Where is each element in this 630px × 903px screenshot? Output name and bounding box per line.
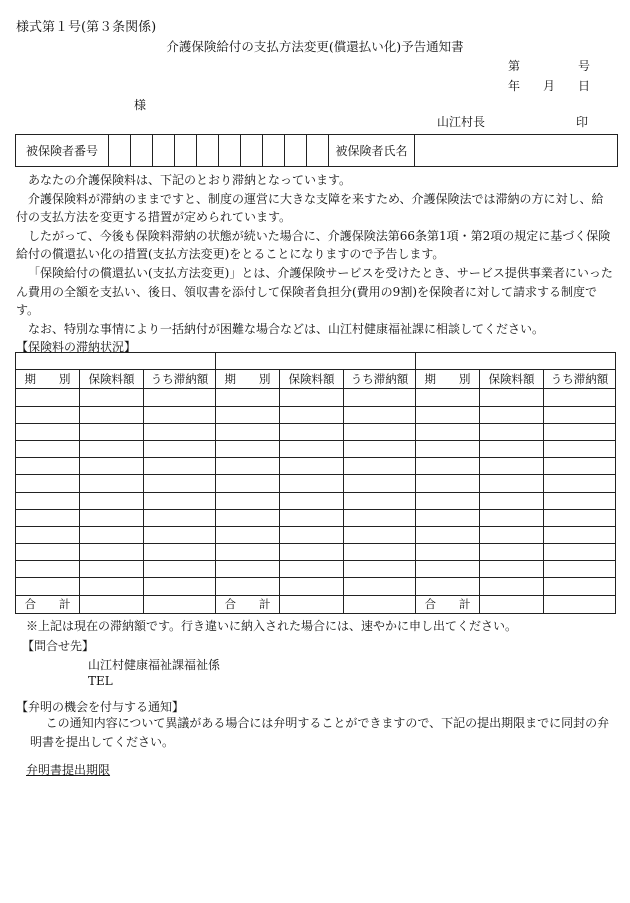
delinquency-cell[interactable] [416, 389, 480, 406]
delinquency-cell[interactable] [344, 440, 416, 457]
delinquency-cell[interactable] [480, 458, 544, 475]
delinquency-cell[interactable] [144, 389, 216, 406]
period-header: 期 別 [16, 370, 80, 389]
delinquency-cell[interactable] [416, 526, 480, 543]
delinquency-cell[interactable] [280, 389, 344, 406]
insured-number-digit[interactable] [285, 135, 307, 167]
current-amount-note: ※上記は現在の滞納額です。行き違いに納入された場合には、速やかに申し出てください。 [26, 619, 518, 633]
inquiry-section-label: 【問合せ先】 [22, 639, 95, 653]
delinquency-cell[interactable] [280, 561, 344, 578]
delinquency-cell[interactable] [280, 526, 344, 543]
delinquency-cell[interactable] [344, 423, 416, 440]
delinquency-cell[interactable] [344, 544, 416, 561]
delinquency-cell[interactable] [544, 475, 616, 492]
notice-body [16, 171, 614, 338]
insured-number-digit[interactable] [109, 135, 131, 167]
delinquency-cell[interactable] [280, 578, 344, 595]
document-title: 介護保険給付の支払方法変更(償還払い化)予告通知書 [166, 39, 464, 54]
delinquency-cell[interactable] [216, 544, 280, 561]
insured-number-digit[interactable] [241, 135, 263, 167]
insured-number-digit[interactable] [153, 135, 175, 167]
total-amount-cell[interactable] [144, 595, 216, 613]
delinquency-data-row [16, 526, 616, 543]
delinquency-cell[interactable] [544, 561, 616, 578]
delinquency-cell[interactable] [480, 509, 544, 526]
delinquency-cell[interactable] [280, 440, 344, 457]
group-title-cell[interactable] [416, 353, 616, 370]
insured-name-field[interactable] [415, 135, 618, 167]
delinquency-cell[interactable] [16, 458, 80, 475]
delinquency-cell[interactable] [544, 440, 616, 457]
insured-number-digit[interactable] [131, 135, 153, 167]
number-label: 第 [508, 59, 521, 73]
delinquency-cell[interactable] [80, 389, 144, 406]
delinquency-cell[interactable] [80, 578, 144, 595]
delinquency-cell[interactable] [80, 458, 144, 475]
delinquency-cell[interactable] [144, 544, 216, 561]
delinquency-cell[interactable] [480, 526, 544, 543]
delinquency-cell[interactable] [544, 544, 616, 561]
delinquency-cell[interactable] [144, 440, 216, 457]
delinquency-cell[interactable] [144, 526, 216, 543]
recipient-suffix: 様 [134, 98, 147, 112]
body-paragraph: 介護保険料が滞納のままですと、制度の運営に大きな支障を来すため、介護保険法では滞納の方に対し、給付の支払方法を変更する措置が定められています。 [16, 191, 604, 225]
delinquency-cell[interactable] [80, 492, 144, 509]
delinquency-cell[interactable] [544, 406, 616, 423]
delinquency-total-row [16, 595, 616, 613]
group-title-cell[interactable] [16, 353, 216, 370]
delinquency-cell[interactable] [80, 475, 144, 492]
delinquency-data-row [16, 544, 616, 561]
date-day-label: 日 [578, 79, 591, 93]
delinquency-cell[interactable] [16, 561, 80, 578]
delinquency-cell[interactable] [144, 458, 216, 475]
delinquency-cell[interactable] [16, 389, 80, 406]
delinquency-cell[interactable] [480, 492, 544, 509]
total-amount-cell[interactable] [480, 595, 544, 613]
delinquency-cell[interactable] [280, 544, 344, 561]
delinquent-amount-header: うち滞納額 [544, 370, 616, 389]
premium-header: 保険料額 [280, 370, 344, 389]
delinquency-cell[interactable] [480, 389, 544, 406]
delinquency-cell[interactable] [280, 423, 344, 440]
delinquency-data-row [16, 389, 616, 406]
insured-info-row [16, 135, 618, 167]
delinquency-cell[interactable] [416, 423, 480, 440]
delinquency-cell[interactable] [344, 475, 416, 492]
delinquency-cell[interactable] [216, 389, 280, 406]
delinquency-cell[interactable] [544, 526, 616, 543]
delinquency-cell[interactable] [16, 492, 80, 509]
delinquency-cell[interactable] [344, 526, 416, 543]
delinquency-cell[interactable] [344, 389, 416, 406]
total-amount-cell[interactable] [280, 595, 344, 613]
delinquency-cell[interactable] [416, 509, 480, 526]
insured-number-digit[interactable] [219, 135, 241, 167]
delinquency-data-row [16, 475, 616, 492]
delinquency-cell[interactable] [144, 406, 216, 423]
delinquency-cell[interactable] [344, 561, 416, 578]
delinquency-cell[interactable] [16, 526, 80, 543]
insured-number-digit[interactable] [263, 135, 285, 167]
delinquency-table [15, 352, 616, 614]
form-number: 様式第１号(第３条関係) [16, 20, 157, 35]
delinquency-cell[interactable] [416, 458, 480, 475]
body-paragraph: したがって、今後も保険料滞納の状態が続いた場合に、介護保険法第66条第1項・第2項の規定に基づく保険給付の償還払い化の措置(支払方法変更)をとることになりますので予告します。 [16, 228, 611, 262]
body-paragraph: 「保険給付の償還払い(支払方法変更)」とは、介護保険サービスを受けたとき、サービス提供事業者にいったん費用の全額を支払い、後日、領収書を添付して保険者負担分(費用の9割)を保険者に対して請求する制度です。 [16, 265, 613, 318]
delinquency-cell[interactable] [544, 423, 616, 440]
delinquency-cell[interactable] [344, 492, 416, 509]
delinquency-cell[interactable] [216, 423, 280, 440]
delinquency-data-row [16, 406, 616, 423]
delinquency-cell[interactable] [544, 578, 616, 595]
delinquent-amount-header: うち滞納額 [144, 370, 216, 389]
delinquency-data-row [16, 561, 616, 578]
insured-number-digit[interactable] [175, 135, 197, 167]
delinquency-cell[interactable] [16, 475, 80, 492]
delinquency-cell[interactable] [544, 389, 616, 406]
delinquency-cell[interactable] [280, 406, 344, 423]
delinquency-cell[interactable] [480, 406, 544, 423]
explanation-deadline-label: 弁明書提出期限 [26, 763, 111, 777]
delinquency-cell[interactable] [216, 406, 280, 423]
total-label: 合 計 [416, 595, 480, 613]
delinquency-cell[interactable] [544, 509, 616, 526]
inquiry-tel-label: TEL [88, 674, 113, 688]
delinquency-cell[interactable] [216, 475, 280, 492]
delinquency-cell[interactable] [416, 406, 480, 423]
explanation-paragraph: この通知内容について異議がある場合には弁明することができますので、下記の提出期限までに同封の弁明書を提出してください。 [30, 716, 610, 749]
total-label: 合 計 [216, 595, 280, 613]
delinquency-cell[interactable] [144, 509, 216, 526]
delinquency-cell[interactable] [216, 561, 280, 578]
delinquency-section-label: 【保険料の滞納状況】 [16, 340, 137, 354]
delinquency-data-row [16, 440, 616, 457]
delinquency-cell[interactable] [216, 578, 280, 595]
delinquency-cell[interactable] [280, 509, 344, 526]
inquiry-department: 山江村健康福祉課福祉係 [88, 658, 221, 672]
delinquency-cell[interactable] [344, 509, 416, 526]
delinquency-data-row [16, 509, 616, 526]
body-paragraph: あなたの介護保険料は、下記のとおり滞納となっています。 [28, 173, 352, 187]
delinquency-cell[interactable] [80, 406, 144, 423]
delinquent-amount-header: うち滞納額 [344, 370, 416, 389]
delinquency-cell[interactable] [216, 509, 280, 526]
delinquency-cell[interactable] [16, 544, 80, 561]
delinquency-header-row [16, 370, 616, 389]
delinquency-cell[interactable] [16, 578, 80, 595]
delinquency-cell[interactable] [80, 561, 144, 578]
delinquency-cell[interactable] [280, 458, 344, 475]
delinquency-cell[interactable] [480, 544, 544, 561]
delinquency-cell[interactable] [344, 406, 416, 423]
premium-header: 保険料額 [480, 370, 544, 389]
delinquency-cell[interactable] [344, 458, 416, 475]
delinquency-cell[interactable] [80, 423, 144, 440]
delinquency-cell[interactable] [144, 423, 216, 440]
delinquency-cell[interactable] [80, 526, 144, 543]
number-suffix: 号 [578, 59, 591, 73]
delinquency-cell[interactable] [544, 492, 616, 509]
total-label: 合 計 [16, 595, 80, 613]
premium-header: 保険料額 [80, 370, 144, 389]
delinquency-cell[interactable] [280, 492, 344, 509]
insured-name-label: 被保険者氏名 [329, 135, 415, 167]
delinquency-cell[interactable] [216, 440, 280, 457]
date-month-label: 月 [543, 79, 556, 93]
date-year-label: 年 [508, 79, 521, 93]
insured-number-digit[interactable] [307, 135, 329, 167]
delinquency-data-row [16, 458, 616, 475]
delinquency-cell[interactable] [144, 561, 216, 578]
delinquency-cell[interactable] [416, 492, 480, 509]
delinquency-cell[interactable] [280, 475, 344, 492]
delinquency-cell[interactable] [544, 458, 616, 475]
delinquency-data-row [16, 492, 616, 509]
delinquency-cell[interactable] [16, 509, 80, 526]
delinquency-cell[interactable] [480, 561, 544, 578]
delinquency-cell[interactable] [480, 475, 544, 492]
delinquency-title-row [16, 353, 616, 370]
delinquency-cell[interactable] [16, 440, 80, 457]
delinquency-cell[interactable] [80, 544, 144, 561]
delinquency-cell[interactable] [144, 492, 216, 509]
delinquency-cell[interactable] [80, 440, 144, 457]
delinquency-cell[interactable] [416, 440, 480, 457]
delinquency-cell[interactable] [16, 406, 80, 423]
delinquency-cell[interactable] [344, 578, 416, 595]
delinquency-cell[interactable] [416, 475, 480, 492]
seal-mark: 印 [576, 115, 589, 129]
total-amount-cell[interactable] [80, 595, 144, 613]
delinquency-cell[interactable] [216, 526, 280, 543]
delinquency-cell[interactable] [144, 475, 216, 492]
insured-number-label: 被保険者番号 [16, 135, 109, 167]
explanation-opportunity-label: 【弁明の機会を付与する通知】 [16, 700, 185, 714]
insured-number-digit[interactable] [197, 135, 219, 167]
delinquency-cell[interactable] [416, 561, 480, 578]
delinquency-cell[interactable] [80, 509, 144, 526]
delinquency-cell[interactable] [416, 544, 480, 561]
delinquency-cell[interactable] [216, 458, 280, 475]
delinquency-cell[interactable] [144, 578, 216, 595]
delinquency-cell[interactable] [16, 423, 80, 440]
period-header: 期 別 [416, 370, 480, 389]
group-title-cell[interactable] [216, 353, 416, 370]
delinquency-cell[interactable] [480, 440, 544, 457]
delinquency-cell[interactable] [416, 578, 480, 595]
delinquency-data-row [16, 578, 616, 595]
delinquency-cell[interactable] [216, 492, 280, 509]
issuer-name: 山江村長 [437, 115, 486, 129]
delinquency-cell[interactable] [480, 578, 544, 595]
insured-info-table [15, 134, 618, 167]
explanation-opportunity-text [30, 714, 614, 752]
delinquency-data-row [16, 423, 616, 440]
period-header: 期 別 [216, 370, 280, 389]
total-amount-cell[interactable] [544, 595, 616, 613]
delinquency-cell[interactable] [480, 423, 544, 440]
total-amount-cell[interactable] [344, 595, 416, 613]
body-paragraph: なお、特別な事情により一括納付が困難な場合などは、山江村健康福祉課に相談してください。 [28, 321, 545, 336]
